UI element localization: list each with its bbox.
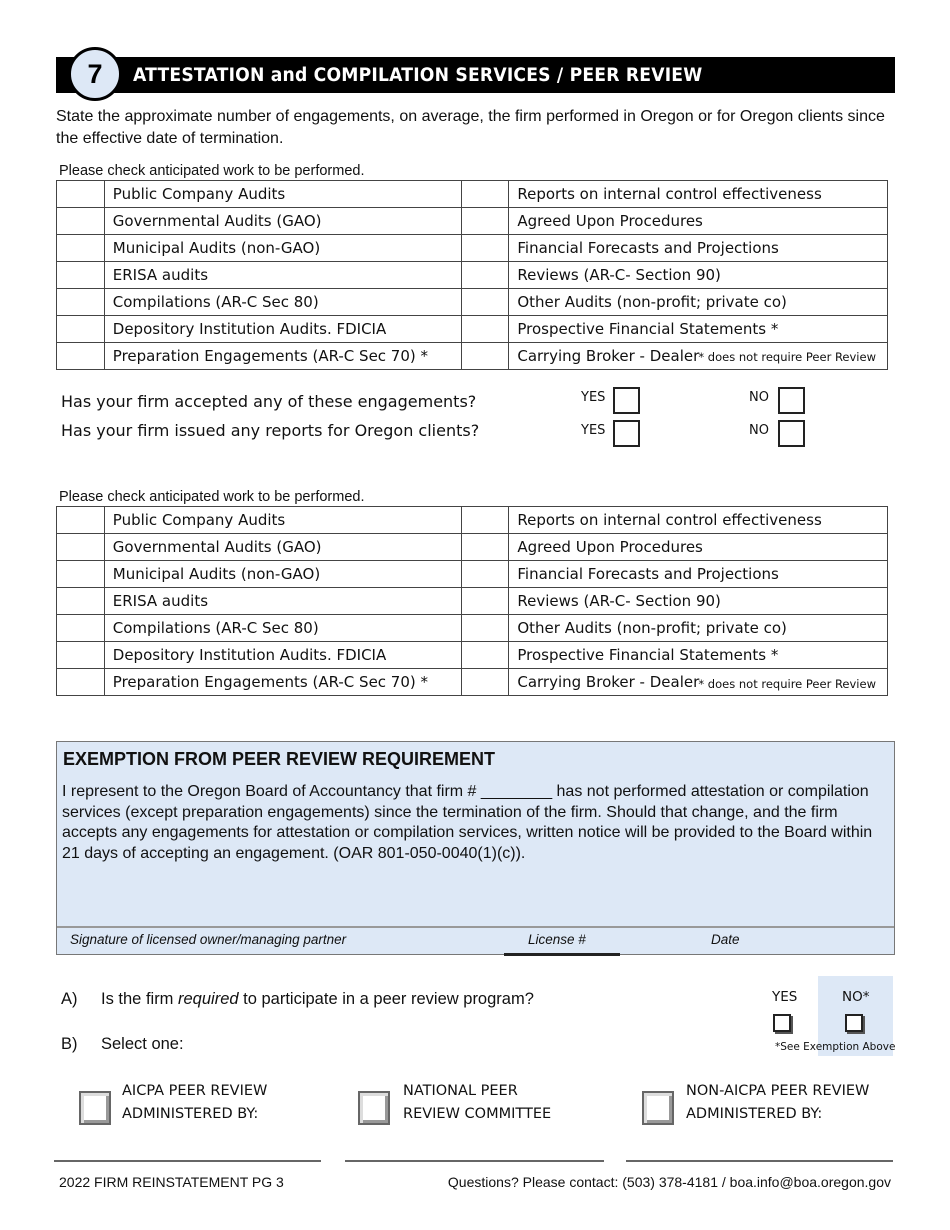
table-row bbox=[57, 235, 888, 262]
aicpa-option-line2: ADMINISTERED BY: bbox=[122, 1106, 259, 1122]
checkbox-cell[interactable] bbox=[57, 262, 105, 289]
checkbox-cell[interactable] bbox=[461, 507, 509, 534]
work-label: Prospective Financial Statements * bbox=[509, 316, 888, 343]
work-label: Reports on internal control effectiveness bbox=[509, 181, 888, 208]
peer-review-footnote: * does not require Peer Review bbox=[698, 350, 876, 364]
question-issued-reports: Has your firm issued any reports for Oregon clients? bbox=[61, 421, 480, 440]
question-a-pre: Is the firm bbox=[101, 990, 179, 1008]
checkbox-cell[interactable] bbox=[461, 588, 509, 615]
work-label: Carrying Broker - Dealer bbox=[509, 343, 888, 370]
exemption-body: I represent to the Oregon Board of Accountancy that firm # ________ has not performed attestation or compilation services (except preparation engagements) since the termination of the firm. Should that change, and the firm accepts any engagements for attestation or compilation services, written notice will be provided to the Board within 21 days of accepting an engagement. (OAR 801-050-0040(1)(c)). bbox=[62, 783, 873, 862]
footer-page-label: 2022 FIRM REINSTATEMENT PG 3 bbox=[59, 1174, 284, 1190]
checkbox-cell[interactable] bbox=[461, 289, 509, 316]
work-label: Municipal Audits (non-GAO) bbox=[104, 561, 461, 588]
work-table-2 bbox=[56, 506, 888, 696]
work-label: Preparation Engagements (AR-C Sec 70) * bbox=[104, 343, 461, 370]
checkbox-cell[interactable] bbox=[461, 235, 509, 262]
checkbox-cell[interactable] bbox=[461, 262, 509, 289]
exemption-box bbox=[56, 741, 895, 955]
aicpa-option-line1: AICPA PEER REVIEW bbox=[122, 1083, 268, 1099]
table-row bbox=[57, 262, 888, 289]
non-aicpa-peer-review-checkbox[interactable] bbox=[642, 1091, 674, 1125]
work-table-1 bbox=[56, 180, 888, 370]
work-label: Public Company Audits bbox=[104, 507, 461, 534]
question-a-emphasis: required bbox=[178, 990, 239, 1008]
work-label: Compilations (AR-C Sec 80) bbox=[104, 615, 461, 642]
signature-line[interactable] bbox=[57, 926, 894, 928]
question-accepted: Has your firm accepted any of these engagements? bbox=[61, 392, 477, 411]
accepted-no-checkbox[interactable] bbox=[778, 387, 805, 414]
checkbox-cell[interactable] bbox=[57, 507, 105, 534]
checkbox-cell[interactable] bbox=[57, 181, 105, 208]
work-label: Municipal Audits (non-GAO) bbox=[104, 235, 461, 262]
checkbox-cell[interactable] bbox=[57, 615, 105, 642]
checkbox-cell[interactable] bbox=[461, 642, 509, 669]
table-row bbox=[57, 588, 888, 615]
intro-text: State the approximate number of engagements, on average, the firm performed in Oregon or for Oregon clients since the effective date of termination. bbox=[56, 108, 885, 147]
checkbox-cell[interactable] bbox=[57, 316, 105, 343]
no-label: NO bbox=[749, 390, 769, 405]
checkbox-cell[interactable] bbox=[461, 669, 509, 696]
table-row bbox=[57, 534, 888, 561]
work-label: Reports on internal control effectiveness bbox=[509, 507, 888, 534]
checkbox-cell[interactable] bbox=[461, 561, 509, 588]
checkbox-cell[interactable] bbox=[57, 642, 105, 669]
work-label: Prospective Financial Statements * bbox=[509, 642, 888, 669]
checkbox-cell[interactable] bbox=[461, 316, 509, 343]
required-yes-label: YES bbox=[772, 989, 798, 1005]
work-label: Agreed Upon Procedures bbox=[509, 208, 888, 235]
non-aicpa-option-line2: ADMINISTERED BY: bbox=[686, 1106, 823, 1122]
work-label: Agreed Upon Procedures bbox=[509, 534, 888, 561]
work-label: Depository Institution Audits. FDICIA bbox=[104, 642, 461, 669]
non-aicpa-administrator-line[interactable] bbox=[626, 1160, 893, 1162]
issued-no-checkbox[interactable] bbox=[778, 420, 805, 447]
table-row bbox=[57, 289, 888, 316]
work-label: ERISA audits bbox=[104, 588, 461, 615]
yes-label: YES bbox=[581, 390, 606, 405]
national-committee-line[interactable] bbox=[345, 1160, 604, 1162]
work-label: Financial Forecasts and Projections bbox=[509, 235, 888, 262]
question-b-letter: B) bbox=[61, 1035, 78, 1053]
work-label: Compilations (AR-C Sec 80) bbox=[104, 289, 461, 316]
table-row bbox=[57, 507, 888, 534]
checkbox-cell[interactable] bbox=[57, 534, 105, 561]
work-label: Other Audits (non-profit; private co) bbox=[509, 289, 888, 316]
checkbox-cell[interactable] bbox=[57, 208, 105, 235]
date-label: Date bbox=[711, 932, 740, 947]
work-table-1-instruction: Please check anticipated work to be performed. bbox=[59, 163, 365, 179]
checkbox-cell[interactable] bbox=[57, 289, 105, 316]
national-option-line2: REVIEW COMMITTEE bbox=[403, 1106, 552, 1122]
table-row bbox=[57, 181, 888, 208]
non-aicpa-option-label bbox=[686, 1080, 869, 1126]
aicpa-administrator-line[interactable] bbox=[54, 1160, 321, 1162]
checkbox-cell[interactable] bbox=[461, 534, 509, 561]
section-number-badge: 7 bbox=[68, 47, 122, 101]
question-a-letter: A) bbox=[61, 990, 78, 1008]
checkbox-cell[interactable] bbox=[57, 669, 105, 696]
see-exemption-note: *See Exemption Above bbox=[775, 1041, 896, 1053]
aicpa-peer-review-checkbox[interactable] bbox=[79, 1091, 111, 1125]
checkbox-cell[interactable] bbox=[461, 208, 509, 235]
checkbox-cell[interactable] bbox=[57, 561, 105, 588]
no-label: NO bbox=[749, 423, 769, 438]
question-b bbox=[61, 1035, 184, 1054]
license-label: License # bbox=[528, 932, 586, 947]
work-label: Preparation Engagements (AR-C Sec 70) * bbox=[104, 669, 461, 696]
yes-label: YES bbox=[581, 423, 606, 438]
table-row bbox=[57, 208, 888, 235]
national-peer-review-checkbox[interactable] bbox=[358, 1091, 390, 1125]
required-yes-checkbox[interactable] bbox=[773, 1014, 791, 1032]
work-label: Reviews (AR-C- Section 90) bbox=[509, 262, 888, 289]
work-label: Public Company Audits bbox=[104, 181, 461, 208]
checkbox-cell[interactable] bbox=[57, 343, 105, 370]
table-row bbox=[57, 561, 888, 588]
work-label: Financial Forecasts and Projections bbox=[509, 561, 888, 588]
table-row bbox=[57, 615, 888, 642]
section-title: ATTESTATION and COMPILATION SERVICES / PEER REVIEW bbox=[133, 65, 703, 86]
table-row bbox=[57, 642, 888, 669]
checkbox-cell[interactable] bbox=[57, 588, 105, 615]
work-label: Other Audits (non-profit; private co) bbox=[509, 615, 888, 642]
question-a-post: to participate in a peer review program? bbox=[238, 990, 534, 1008]
work-label: ERISA audits bbox=[104, 262, 461, 289]
question-a bbox=[61, 990, 534, 1009]
work-label: Carrying Broker - Dealer bbox=[509, 669, 888, 696]
issued-yes-checkbox[interactable] bbox=[613, 420, 640, 447]
required-no-checkbox[interactable] bbox=[845, 1014, 863, 1032]
table-row bbox=[57, 316, 888, 343]
work-label: Reviews (AR-C- Section 90) bbox=[509, 588, 888, 615]
non-aicpa-option-line1: NON-AICPA PEER REVIEW bbox=[686, 1083, 870, 1099]
work-label: Governmental Audits (GAO) bbox=[104, 534, 461, 561]
signature-label: Signature of licensed owner/managing partner bbox=[70, 932, 347, 947]
work-table-2-instruction: Please check anticipated work to be performed. bbox=[59, 489, 365, 505]
work-label: Governmental Audits (GAO) bbox=[104, 208, 461, 235]
national-option-line1: NATIONAL PEER bbox=[403, 1083, 518, 1099]
aicpa-option-label bbox=[122, 1080, 267, 1126]
work-label: Depository Institution Audits. FDICIA bbox=[104, 316, 461, 343]
license-underline bbox=[504, 953, 620, 956]
checkbox-cell[interactable] bbox=[461, 181, 509, 208]
national-option-label bbox=[403, 1080, 551, 1126]
question-b-text: Select one: bbox=[101, 1035, 184, 1053]
footer-contact: Questions? Please contact: (503) 378-4181 / boa.info@boa.oregon.gov bbox=[447, 1174, 891, 1190]
exemption-title: EXEMPTION FROM PEER REVIEW REQUIREMENT bbox=[63, 749, 496, 769]
checkbox-cell[interactable] bbox=[57, 235, 105, 262]
checkbox-cell[interactable] bbox=[461, 615, 509, 642]
checkbox-cell[interactable] bbox=[461, 343, 509, 370]
peer-review-footnote: * does not require Peer Review bbox=[698, 677, 876, 691]
accepted-yes-checkbox[interactable] bbox=[613, 387, 640, 414]
required-no-label: NO* bbox=[842, 989, 870, 1005]
